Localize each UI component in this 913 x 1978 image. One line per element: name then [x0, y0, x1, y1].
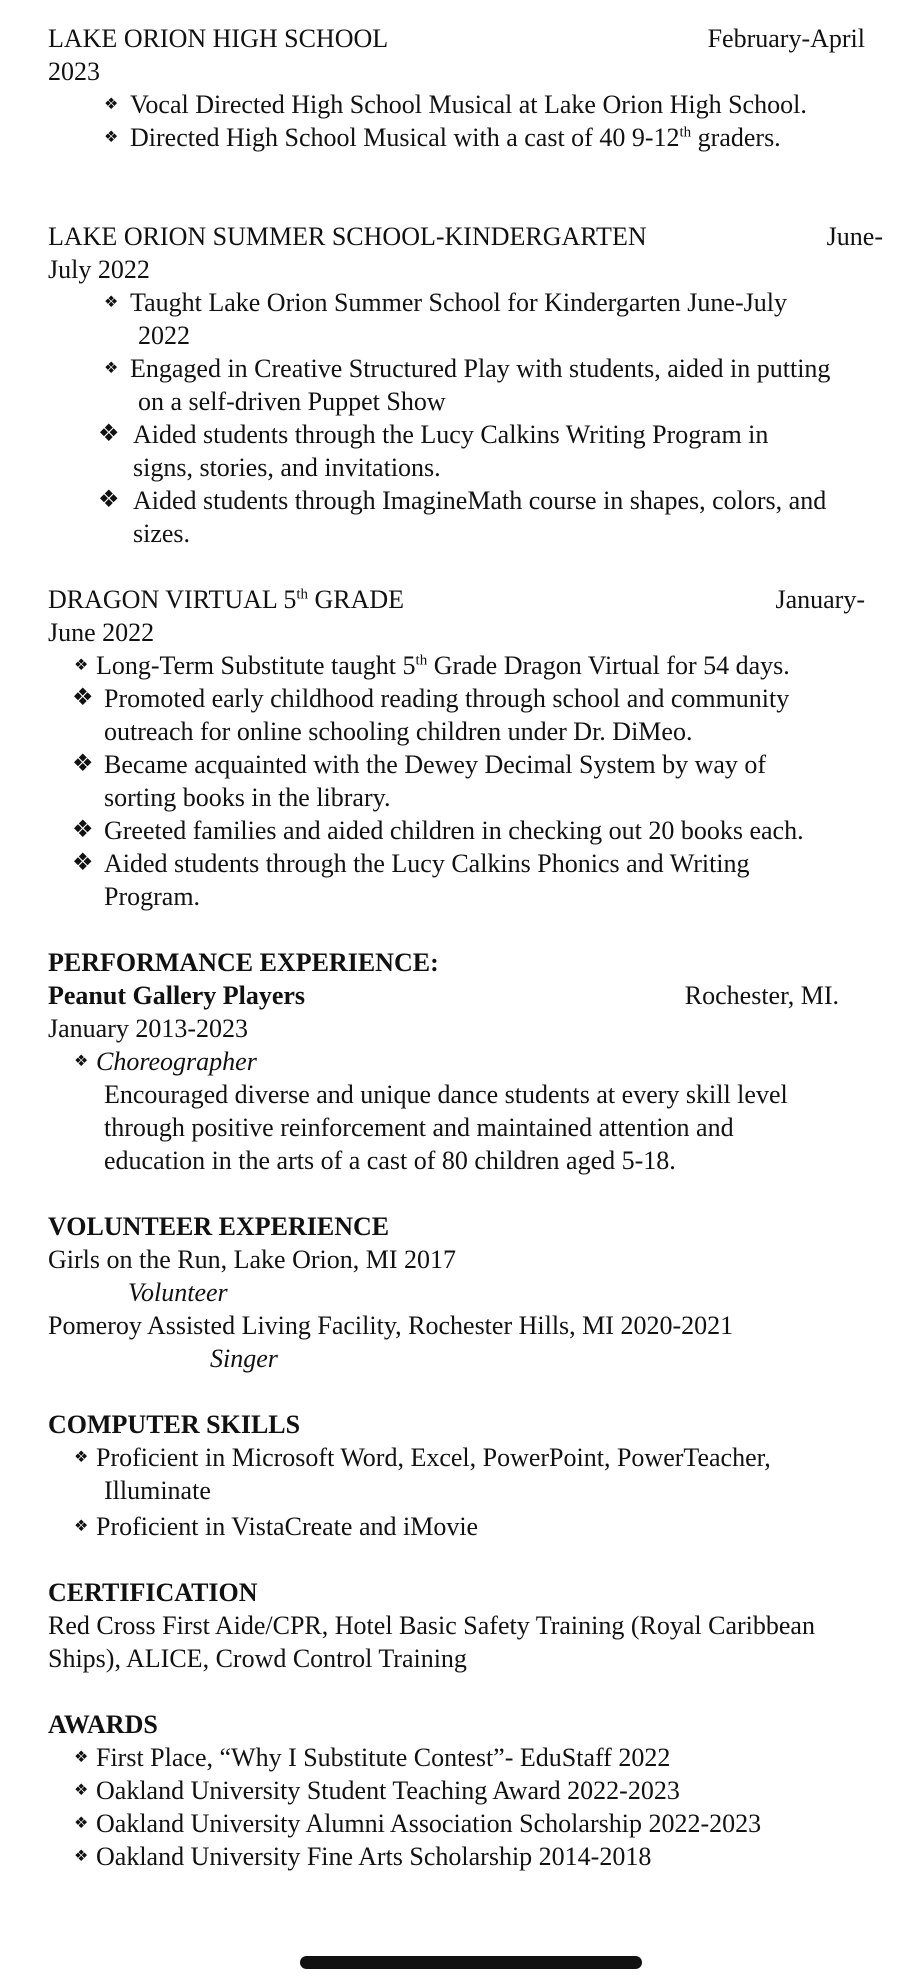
bullet-diamond-icon: ❖: [104, 294, 119, 311]
volunteer-role: Singer: [210, 1344, 278, 1373]
certification-text: Red Cross First Aide/CPR, Hotel Basic Safety Training (Royal Caribbean: [48, 1611, 815, 1640]
list-item: ❖ Greeted families and aided children in checking out 20 books each.: [72, 816, 804, 845]
list-item: ❖ Proficient in Microsoft Word, Excel, PowerPoint, PowerTeacher, Illuminate: [74, 1443, 771, 1505]
section-heading: CERTIFICATION: [48, 1578, 258, 1607]
list-item: ❖ Long-Term Substitute taught 5th Grade Dragon Virtual for 54 days.: [74, 651, 790, 680]
job-title: LAKE ORION HIGH SCHOOL: [48, 24, 389, 53]
volunteer-entry: Pomeroy Assisted Living Facility, Rochester Hills, MI 2020-2021: [48, 1311, 734, 1340]
section-dragon-virtual: [48, 583, 893, 913]
section-heading: AWARDS: [48, 1710, 158, 1739]
job-date-continued: June 2022: [48, 618, 155, 647]
volunteer-entry: Girls on the Run, Lake Orion, MI 2017: [48, 1245, 457, 1274]
section-heading: COMPUTER SKILLS: [48, 1410, 301, 1439]
certification-text: Ships), ALICE, Crowd Control Training: [48, 1644, 467, 1673]
list-item: ❖ First Place, “Why I Substitute Contest”- EduStaff 2022: [74, 1743, 671, 1772]
bullet-diamond-icon: ❖: [98, 421, 120, 447]
bullet-diamond-icon: ❖: [74, 1848, 89, 1865]
organization-name: Peanut Gallery Players: [48, 981, 306, 1010]
bullet-diamond-icon: ❖: [72, 751, 94, 777]
list-item: ❖ Taught Lake Orion Summer School for Kindergarten June-July 2022: [104, 288, 787, 350]
bullet-diamond-icon: ❖: [74, 1782, 89, 1799]
job-date-continued: 2023: [48, 57, 100, 86]
list-item: ❖ Became acquainted with the Dewey Decimal System by way of sorting books in the library.: [72, 750, 767, 812]
performance-dates: January 2013-2023: [48, 1014, 249, 1043]
section-certification: [48, 1576, 893, 1675]
job-date: January-: [775, 585, 865, 614]
section-heading: PERFORMANCE EXPERIENCE:: [48, 948, 439, 977]
bullet-diamond-icon: ❖: [104, 129, 119, 146]
job-title: DRAGON VIRTUAL 5th GRADE: [48, 585, 405, 614]
bullet-diamond-icon: ❖: [74, 657, 89, 674]
job-title: LAKE ORION SUMMER SCHOOL-KINDERGARTEN: [48, 222, 647, 251]
section-volunteer-experience: [48, 1210, 893, 1375]
section-lake-orion-summer-school: [48, 220, 893, 550]
list-item: ❖ Aided students through the Lucy Calkins Writing Program in signs, stories, and invitations.: [98, 420, 769, 482]
bullet-diamond-icon: ❖: [104, 360, 119, 377]
list-item: ❖ Oakland University Fine Arts Scholarship 2014-2018: [74, 1842, 652, 1871]
bullet-diamond-icon: ❖: [72, 850, 94, 876]
bullet-diamond-icon: ❖: [74, 1053, 89, 1070]
bullet-diamond-icon: ❖: [72, 685, 94, 711]
section-computer-skills: [48, 1408, 893, 1543]
list-item: ❖ Engaged in Creative Structured Play with students, aided in putting on a self-driven Puppet Show: [104, 354, 831, 416]
job-date: June-: [826, 222, 883, 251]
list-item: ❖ Oakland University Student Teaching Award 2022-2023: [74, 1776, 680, 1805]
role-description: Encouraged diverse and unique dance students at every skill level through positive reinforcement and maintained attention and education in the arts of a cast of 80 children aged 5-18.: [104, 1080, 788, 1175]
bullet-diamond-icon: ❖: [98, 487, 120, 513]
job-date-continued: July 2022: [48, 255, 150, 284]
list-item: ❖ Aided students through ImagineMath course in shapes, colors, and sizes.: [98, 486, 827, 548]
bullet-diamond-icon: ❖: [74, 1518, 89, 1535]
volunteer-role: Volunteer: [128, 1278, 228, 1307]
section-awards: [48, 1708, 893, 1873]
list-item: ❖ Proficient in VistaCreate and iMovie: [74, 1512, 479, 1541]
list-item: ❖ Directed High School Musical with a cast of 40 9-12th graders.: [104, 123, 781, 152]
list-item: ❖ Vocal Directed High School Musical at Lake Orion High School.: [104, 90, 807, 119]
resume-page: [48, 22, 893, 1873]
bullet-diamond-icon: ❖: [74, 1449, 89, 1466]
bullet-diamond-icon: ❖: [74, 1815, 89, 1832]
section-performance-experience: [48, 946, 893, 1177]
organization-location: Rochester, MI.: [684, 981, 839, 1010]
section-lake-orion-high-school: [48, 22, 893, 154]
bullet-diamond-icon: ❖: [72, 817, 94, 843]
bullet-diamond-icon: ❖: [74, 1749, 89, 1766]
list-item: ❖ Aided students through the Lucy Calkins Phonics and Writing Program.: [72, 849, 750, 911]
job-date: February-April: [707, 24, 865, 53]
section-heading: VOLUNTEER EXPERIENCE: [48, 1212, 390, 1241]
list-item: ❖ Oakland University Alumni Association Scholarship 2022-2023: [74, 1809, 762, 1838]
home-indicator[interactable]: [300, 1956, 642, 1969]
list-item: ❖ Promoted early childhood reading through school and community outreach for online schooling children under Dr. DiMeo.: [72, 684, 790, 746]
bullet-diamond-icon: ❖: [104, 96, 119, 113]
list-item: ❖ Choreographer: [74, 1047, 257, 1076]
